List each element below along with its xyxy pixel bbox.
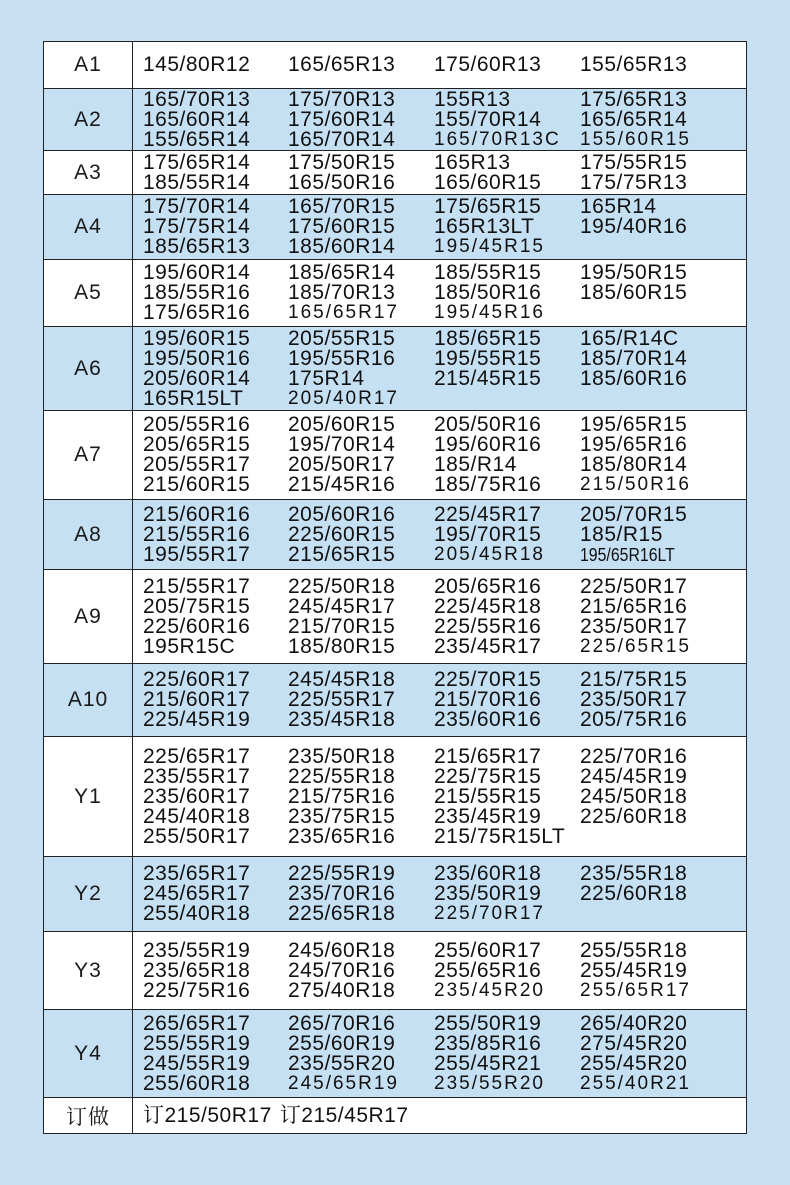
tire-size: 235/60R18: [434, 862, 542, 885]
tire-size: 225/55R19: [288, 862, 396, 885]
custom-tire-size: 订215/50R17: [143, 1103, 272, 1127]
group-sizes: [133, 327, 747, 411]
tire-size: 205/65R15: [143, 433, 251, 456]
tire-size: 275/45R20: [580, 1031, 688, 1055]
tire-size: 245/70R16: [288, 958, 396, 982]
tire-size: 155/70R14: [434, 107, 542, 131]
tire-size: 205/55R16: [143, 413, 251, 436]
tire-size: 215/50R16: [580, 474, 691, 495]
tire-size: 175/60R13: [434, 53, 542, 76]
tire-size: 255/60R19: [288, 1031, 396, 1055]
tire-size: 215/60R16: [143, 502, 251, 526]
tire-size: 185/65R15: [434, 326, 542, 350]
tire-size: 225/50R17: [580, 574, 688, 598]
size-grid: [143, 326, 736, 410]
tire-size: 235/55R20: [288, 1051, 396, 1075]
tire-size: 185/50R16: [434, 281, 542, 304]
tire-size: 235/60R17: [143, 784, 251, 808]
tire-size: 265/40R20: [580, 1011, 688, 1035]
tire-size: 225/55R16: [434, 614, 542, 638]
tire-size: 235/65R16: [288, 824, 396, 848]
group-sizes: [133, 1010, 747, 1098]
tire-size: 265/70R16: [288, 1011, 396, 1035]
tire-size: 175/70R13: [288, 87, 396, 111]
tire-size: 195/60R15: [143, 326, 251, 350]
tire-size: 185/65R13: [143, 235, 251, 258]
size-group-row: [44, 260, 747, 327]
group-code: A4: [44, 195, 133, 260]
size-grid: [143, 502, 736, 566]
tire-size: 205/55R15: [288, 326, 396, 350]
tire-size: 185/80R15: [288, 634, 396, 658]
group-sizes: [133, 737, 747, 857]
tire-size: 165/60R15: [434, 170, 542, 194]
tire-size: 245/45R18: [288, 668, 396, 691]
tire-size: 195/60R14: [143, 261, 251, 284]
tire-size: 225/60R18: [580, 804, 688, 828]
size-group-row: [44, 737, 747, 857]
tire-size: 215/65R16: [580, 594, 688, 618]
tire-size: 195/65R16: [580, 433, 688, 456]
group-code: A2: [44, 89, 133, 151]
tire-size: 175/60R15: [288, 215, 396, 238]
group-code: A1: [44, 42, 133, 89]
tire-size: 225/55R17: [288, 688, 396, 711]
tire-size: 225/45R19: [143, 708, 251, 731]
tire-size: 235/85R16: [434, 1031, 542, 1055]
tire-size: 195/50R16: [143, 346, 251, 370]
size-group-row: [44, 857, 747, 932]
tire-size: 205/65R16: [434, 574, 542, 598]
group-code: A10: [44, 664, 133, 737]
tire-size: 195/55R17: [143, 542, 251, 566]
size-grid: [143, 55, 736, 75]
tire-size: 235/45R20: [434, 979, 545, 1001]
tire-size: 185/80R14: [580, 453, 688, 476]
size-grid: [143, 87, 736, 151]
tire-size: 175/70R14: [143, 195, 251, 218]
tire-size: 165R13LT: [434, 215, 535, 238]
tire-size: 165/70R14: [288, 127, 396, 151]
tire-size: 195/60R16: [434, 433, 542, 456]
tire-size: 255/50R17: [143, 824, 251, 848]
tire-size: 195/45R16: [434, 302, 545, 323]
tire-size: 255/50R19: [434, 1011, 542, 1035]
tire-size: 175/75R14: [143, 215, 251, 238]
tire-size: 225/70R16: [580, 744, 688, 768]
tire-size: 235/50R17: [580, 614, 688, 638]
size-group-row: [44, 570, 747, 664]
tire-size: 225/65R17: [143, 744, 251, 768]
tire-size: 225/65R15: [580, 635, 691, 657]
tire-size: 225/45R18: [434, 594, 542, 618]
tire-size: 215/55R15: [434, 784, 542, 808]
tire-size: 145/80R12: [143, 53, 251, 76]
tire-size: 235/45R17: [434, 634, 542, 658]
tire-size: 155/65R13: [580, 53, 688, 76]
tire-size: 225/70R17: [434, 903, 545, 924]
tire-size: 185/60R14: [288, 235, 396, 258]
tire-size: 205/70R15: [580, 502, 688, 526]
tire-size: 235/55R18: [580, 862, 688, 885]
group-code: Y4: [44, 1010, 133, 1098]
tire-size: 225/60R16: [143, 614, 251, 638]
tire-size: 225/60R15: [288, 522, 396, 546]
tire-size: 215/75R15: [580, 668, 688, 691]
group-code: A8: [44, 500, 133, 570]
tire-size: 165/65R17: [288, 302, 399, 323]
size-grid: [143, 415, 736, 495]
size-grid: [143, 744, 736, 848]
size-grid: [143, 670, 736, 730]
group-sizes: [133, 89, 747, 151]
tire-size: 245/45R17: [288, 594, 396, 618]
size-group-row: [44, 42, 747, 89]
size-group-row: [44, 195, 747, 260]
tire-size: 245/45R19: [580, 764, 688, 788]
tire-size: 185/70R13: [288, 281, 396, 304]
tire-size: 185/55R14: [143, 170, 251, 194]
tire-size: 235/55R20: [434, 1072, 545, 1094]
tire-size: [580, 389, 730, 409]
tire-size: 195/70R14: [288, 433, 396, 456]
tire-size: 185/75R16: [434, 473, 542, 496]
tire-size: 235/65R18: [143, 958, 251, 982]
tire-size: 255/65R16: [434, 958, 542, 982]
tire-size: 175/65R13: [580, 87, 688, 111]
tire-size: 255/40R18: [143, 902, 251, 925]
tire-size: 165R15LT: [143, 386, 244, 410]
tire-size: 205/45R18: [434, 543, 545, 565]
tire-size: 235/50R18: [288, 744, 396, 768]
custom-order-row: [44, 1098, 747, 1134]
tire-size: 185/65R14: [288, 261, 396, 284]
tire-size: 255/65R17: [580, 979, 691, 1001]
tire-size: 205/75R16: [580, 708, 688, 731]
group-sizes: [133, 42, 747, 89]
tire-size: 215/65R15: [288, 542, 396, 566]
tire-size: 215/65R17: [434, 744, 542, 768]
tire-size: 255/45R19: [580, 958, 688, 982]
size-group-row: [44, 932, 747, 1010]
tire-size: 195/50R15: [580, 261, 688, 284]
size-group-row: [44, 411, 747, 500]
group-code: A6: [44, 327, 133, 411]
tire-size: 175/65R15: [434, 195, 542, 218]
tire-size: 205/60R14: [143, 366, 251, 390]
tire-size: 215/75R16: [288, 784, 396, 808]
group-sizes: [133, 151, 747, 195]
tire-size: 235/45R18: [288, 708, 396, 731]
tire-size: 235/75R15: [288, 804, 396, 828]
size-grid: [143, 263, 736, 323]
tire-size: 215/45R16: [288, 473, 396, 496]
tire-size: [580, 827, 730, 847]
tire-size: 155R13: [434, 87, 511, 111]
group-code: A7: [44, 411, 133, 500]
tire-size: 165/60R14: [143, 107, 251, 131]
tire-size: 205/50R16: [434, 413, 542, 436]
group-sizes: [133, 857, 747, 932]
size-group-row: [44, 1010, 747, 1098]
size-grid: [143, 864, 736, 924]
group-code: A5: [44, 260, 133, 327]
tire-size: 185/R14: [434, 453, 517, 476]
group-sizes: [133, 260, 747, 327]
tire-size: 185/60R15: [580, 281, 688, 304]
tire-size: 195R15C: [143, 634, 236, 658]
tire-size: 165/70R15: [288, 195, 396, 218]
tire-size: 195/55R15: [434, 346, 542, 370]
tire-size: 245/60R18: [288, 938, 396, 962]
tire-size: 225/70R15: [434, 668, 542, 691]
tire-size: 185/R15: [580, 522, 663, 546]
custom-order-sizes: [133, 1098, 747, 1134]
tire-size: 195/45R15: [434, 236, 545, 257]
tire-size: 255/40R21: [580, 1072, 691, 1094]
tire-size: [580, 904, 730, 924]
tire-size: 265/65R17: [143, 1011, 251, 1035]
tire-size: 195/65R16LT: [580, 544, 675, 565]
tire-size: 165R14: [580, 195, 657, 218]
size-grid: [143, 938, 736, 1002]
size-group-row: [44, 151, 747, 195]
tire-size: [580, 303, 730, 323]
tire-size: 185/60R16: [580, 366, 688, 390]
size-group-row: [44, 664, 747, 737]
tire-size: 195/70R15: [434, 522, 542, 546]
tire-size: 235/55R17: [143, 764, 251, 788]
tire-size: 235/70R16: [288, 882, 396, 905]
tire-size: 235/65R17: [143, 862, 251, 885]
size-group-row: [44, 327, 747, 411]
tire-size: 225/65R18: [288, 902, 396, 925]
tire-size: 205/40R17: [288, 387, 399, 409]
tire-size: 235/60R16: [434, 708, 542, 731]
tire-size: 175/50R15: [288, 150, 396, 174]
tire-size: 255/55R18: [580, 938, 688, 962]
group-code: A3: [44, 151, 133, 195]
tire-size: 235/55R19: [143, 938, 251, 962]
tire-size: 165/65R14: [580, 107, 688, 131]
tire-size: 225/60R18: [580, 882, 688, 905]
tire-size: 225/55R18: [288, 764, 396, 788]
tire-size: [434, 389, 580, 409]
tire-size: 175/60R14: [288, 107, 396, 131]
tire-size: 195/55R16: [288, 346, 396, 370]
tire-size: 235/50R17: [580, 688, 688, 711]
size-grid: [143, 574, 736, 658]
tire-size: 215/75R15LT: [434, 824, 566, 848]
tire-size: 225/75R15: [434, 764, 542, 788]
tire-size: 245/65R19: [288, 1072, 399, 1094]
tire-size: 205/75R15: [143, 594, 251, 618]
tire-size: 215/55R17: [143, 574, 251, 598]
tire-size: 225/75R16: [143, 978, 251, 1002]
size-grid: [143, 150, 736, 194]
tire-size: 215/70R16: [434, 688, 542, 711]
tire-size: 215/60R15: [143, 473, 251, 496]
tire-size: 195/40R16: [580, 215, 688, 238]
tire-size: 245/50R18: [580, 784, 688, 808]
tire-size: 215/55R16: [143, 522, 251, 546]
tire-size: 245/55R19: [143, 1051, 251, 1075]
tire-size: 155/65R14: [143, 127, 251, 151]
tire-size: 205/55R17: [143, 453, 251, 476]
tire-size: 165/R14C: [580, 326, 679, 350]
size-group-row: [44, 500, 747, 570]
tire-size: 205/60R15: [288, 413, 396, 436]
tire-size: 175/65R16: [143, 301, 251, 324]
group-sizes: [133, 500, 747, 570]
tire-size: 175/55R15: [580, 150, 688, 174]
tire-size: 155/60R15: [580, 128, 691, 150]
tire-size: 185/55R15: [434, 261, 542, 284]
tire-size: 275/40R18: [288, 978, 396, 1002]
tire-size: [580, 237, 730, 257]
tire-size: 255/45R21: [434, 1051, 542, 1075]
tire-size: 215/45R15: [434, 366, 542, 390]
tire-size: 235/45R19: [434, 804, 542, 828]
tire-size: 215/70R15: [288, 614, 396, 638]
custom-order-label: 订做: [44, 1098, 133, 1134]
size-grid: [143, 197, 736, 257]
group-sizes: [133, 932, 747, 1010]
tire-size: 255/60R18: [143, 1071, 251, 1095]
group-sizes: [133, 195, 747, 260]
tire-size: 225/60R17: [143, 668, 251, 691]
tire-size: 225/45R17: [434, 502, 542, 526]
tire-size: 195/65R15: [580, 413, 688, 436]
tire-size: 255/60R17: [434, 938, 542, 962]
tire-size: 165/70R13C: [434, 128, 561, 150]
tire-size: 165R13: [434, 150, 511, 174]
size-group-row: [44, 89, 747, 151]
tire-size: 175/75R13: [580, 170, 688, 194]
tire-size: 185/70R14: [580, 346, 688, 370]
tire-size-table: [43, 41, 747, 1134]
group-code: Y1: [44, 737, 133, 857]
tire-size: 245/65R17: [143, 882, 251, 905]
tire-size: 235/50R19: [434, 882, 542, 905]
tire-size: 175/65R14: [143, 150, 251, 174]
group-sizes: [133, 664, 747, 737]
tire-size: 225/50R18: [288, 574, 396, 598]
tire-size: 255/45R20: [580, 1051, 688, 1075]
tire-size: 165/65R13: [288, 53, 396, 76]
tire-size: 245/40R18: [143, 804, 251, 828]
group-sizes: [133, 411, 747, 500]
tire-size: 175R14: [288, 366, 365, 390]
tire-size: 185/55R16: [143, 281, 251, 304]
tire-size: 205/60R16: [288, 502, 396, 526]
tire-size: 255/55R19: [143, 1031, 251, 1055]
tire-size: 205/50R17: [288, 453, 396, 476]
group-code: Y2: [44, 857, 133, 932]
tire-size: 165/50R16: [288, 170, 396, 194]
group-sizes: [133, 570, 747, 664]
custom-tire-size: 订215/45R17: [279, 1103, 409, 1127]
size-grid: [143, 1011, 736, 1095]
group-code: Y3: [44, 932, 133, 1010]
group-code: A9: [44, 570, 133, 664]
tire-size: 215/60R17: [143, 688, 251, 711]
tire-size: 165/70R13: [143, 87, 251, 111]
